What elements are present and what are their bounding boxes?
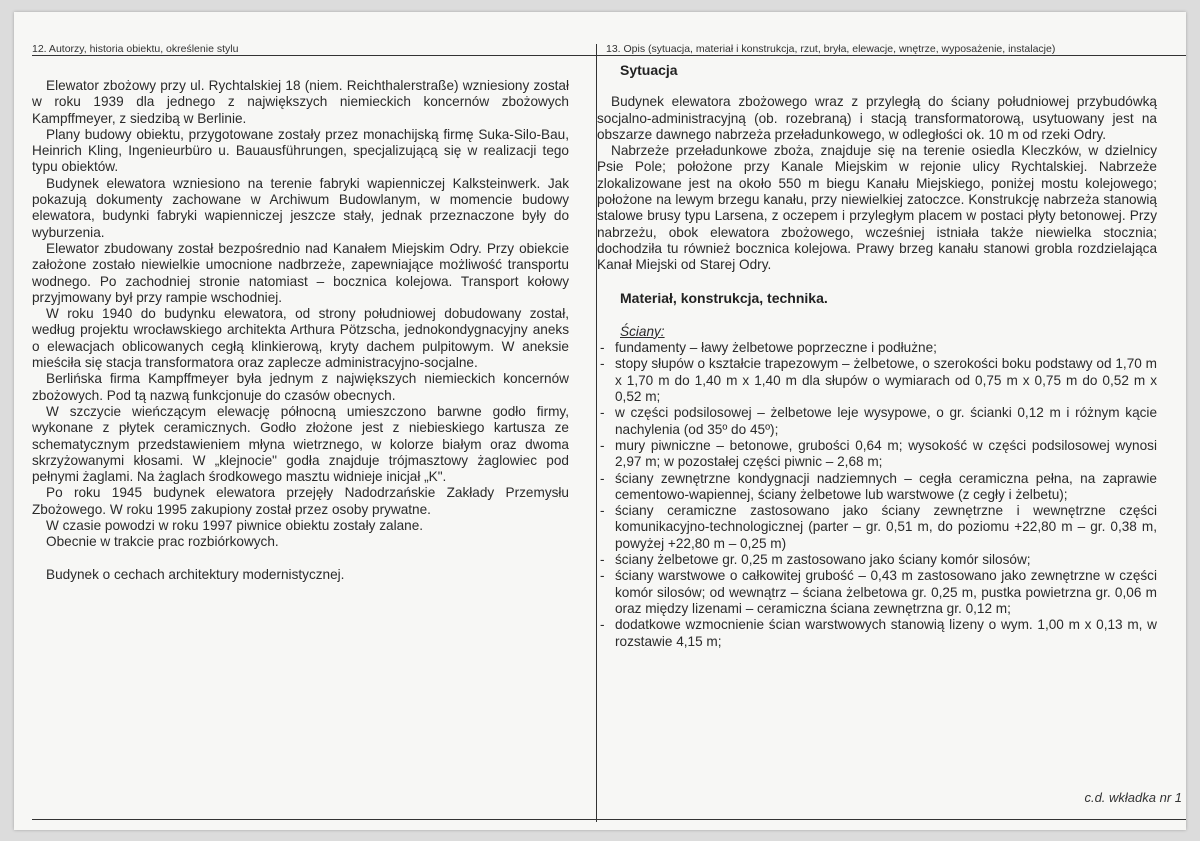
history-paragraph: W szczycie wieńczącym elewację północną umieszczono barwne godło firmy, wykonane z płytek ceramicznych. Godło złożone jest z niebieskiego kartusza ze schematycznym przedstawieniem młyna wietrznego, w kolorze białym oraz dwoma skrzyżowanymi kłosami. W „klejnocie" godła znajduje trójmasztowy żaglowiec pod pełnymi żaglami. Na żaglach środkowego masztu widnieje inicjał „K". — [32, 403, 569, 485]
history-paragraph: W czasie powodzi w roku 1997 piwnice obiektu zostały zalane. — [46, 518, 424, 534]
header-rule — [32, 55, 1186, 56]
history-paragraph: Po roku 1945 budynek elewatora przejęły Nadodrzańskie Zakłady Przemysłu Zbożowego. W roku 1995 zakupiony został przez osoby prywatne. — [32, 485, 569, 517]
walls-list-item: - ściany zewnętrzne kondygnacji nadziemnych – cegła ceramiczna pełna, na zaprawie cementowo-wapiennej, ściany żelbetowe lub warstwowe (z cegły i żelbetu); — [597, 471, 1157, 504]
material-heading: Materiał, konstrukcja, technika. — [620, 289, 828, 306]
walls-list-item: - ściany żelbetowe gr. 0,25 m zastosowano jako ściany komór silosów; — [597, 552, 1157, 568]
description-column — [597, 62, 1157, 650]
history-paragraph: Elewator zbożowy przy ul. Rychtalskiej 18 (niem. Reichthalerstraße) wzniesiony został w roku 1939 dla jednego z największych niemieckich koncernów zbożowych Kampffmeyer, z siedzibą w Berlinie. — [32, 78, 569, 126]
walls-list-item: - stopy słupów o kształcie trapezowym – żelbetowe, o szerokości boku podstawy od 1,70 m x 1,70 m do 1,40 m x 1,40 m dla słupów o wymiarach od 0,75 m x 0,75 m do 0,52 m x 0,52 m; — [597, 356, 1157, 405]
walls-list-item: - ściany warstwowe o całkowitej grubość – 0,43 m zastosowano jako zewnętrzne w części komór silosów; od wewnątrz – ściana żelbetowa gr. 0,25 m, pustka powietrzna gr. 0,06 m oraz między lizenami – ceramiczna ściana zewnętrzna gr. 0,12 m; — [597, 568, 1157, 617]
situation-paragraph: Nabrzeże przeładunkowe zboża, znajduje się na terenie osiedla Kleczków, w dzielnicy Psie Pole; położone przy Kanale Miejskim w rejonie ulicy Rychtalskiej. Nabrzeże zlokalizowane jest na około 550 m biegu Kanału Miejskiego, poniżej mostu kolejowego; położone na lewym brzegu kanału, przy niewielkiej zatoczce. Konstrukcję nabrzeża stanowią stalowe brusy typu Larsena, z oczepem i przyległym placem w postaci płyty betonowej. Przy nabrzeżu, obok elewatora zbożowego, wcześniej istniała także niewielka stocznia; dochodziła tu również bocznica kolejowa. Prawy brzeg kanału stanowi grobla rozdzielająca Kanał Miejski od Starej Odry. — [597, 143, 1157, 273]
walls-list-item: - mury piwniczne – betonowe, grubości 0,64 m; wysokość w części podsilosowej wynosi 2,97 m; w pozostałej części piwnic – 2,68 m; — [597, 438, 1157, 471]
right-column-header: 13. Opis (sytuacja, materiał i konstrukcja, rzut, bryła, elewacje, wnętrze, wyposażenie, instalacje) — [606, 43, 1056, 55]
history-paragraph: Elewator zbudowany został bezpośrednio nad Kanałem Miejskim Odry. Przy obiekcie założone zostało niewielkie umocnione nadbrzeże, zapewniające możliwość transportu wodnego. Po zachodniej stronie natomiast – bocznica kolejowa. Transport kołowy przyjmowany był przy rampie wschodniej. — [32, 240, 569, 305]
history-paragraph: Berlińska firma Kampffmeyer była jednym z największych niemieckich koncernów zbożowych. Pod tą nazwą funkcjonuje do czasów obecnych. — [32, 371, 569, 403]
walls-list — [597, 340, 1157, 650]
walls-subheading: Ściany: — [620, 323, 665, 339]
history-paragraph: Budynek elewatora wzniesiono na terenie fabryki wapienniczej Kalksteinwerk. Jak pokazują dokumenty zachowane w Archiwum Budowlanym, w momencie budowy elewatora, budynki fabryki wapienniczej jeszcze stały, jednak przeznaczone były do wyburzenia. — [32, 175, 569, 240]
history-column — [32, 78, 569, 583]
walls-list-item: - w części podsilosowej – żelbetowe leje wysypowe, o gr. ścianki 0,12 m i różnym kącie nachylenia (od 35º do 45º); — [597, 405, 1157, 438]
footer-rule — [32, 819, 1186, 820]
continuation-note: c.d. wkładka nr 1 — [1084, 790, 1182, 805]
walls-list-item: - fundamenty – ławy żelbetowe poprzeczne i podłużne; — [597, 340, 1157, 356]
walls-list-item: - ściany ceramiczne zastosowano jako ściany zewnętrzne i wewnętrzne części komunikacyjno-technologicznej (parter – gr. 0,51 m, do poziomu +22,80 m – gr. 0,38 m, powyżej +22,80 m – 0,25 m) — [597, 503, 1157, 552]
history-paragraph: Obecnie w trakcie prac rozbiórkowych. — [46, 534, 279, 550]
situation-heading: Sytuacja — [620, 62, 678, 78]
history-paragraph: Plany budowy obiektu, przygotowane zostały przez monachijską firmę Suka-Silo-Bau, Heinrich Kling, Ingenieurbüro u. Bauausführungen, specjalizującą się w realizacji tego typu obiektów. — [32, 126, 569, 175]
walls-list-item: - dodatkowe wzmocnienie ścian warstwowych stanowią lizeny o wym. 1,00 m x 0,13 m, w rozstawie 4,15 m; — [597, 617, 1157, 650]
left-column-header: 12. Autorzy, historia obiektu, określenie stylu — [32, 43, 239, 55]
history-paragraph: W roku 1940 do budynku elewatora, od strony południowej dobudowany został, według projektu wrocławskiego architekta Arthura Pötzscha, jednokondygnacyjny aneks o elewacjach oblicowanych cegłą klinkierową, kryty dachem pulpitowym. W aneksie mieściła się stacja transformatora oraz zaplecze administracyjno-socjalne. — [32, 306, 569, 371]
situation-paragraph: Budynek elewatora zbożowego wraz z przyległą do ściany południowej przybudówką socjalno-administracyjną (ob. rozebraną) i stacją transformatorową, usytuowany jest na obszarze dawnego nabrzeża przeładunkowego, w odległości ok. 10 m od rzeki Odry. — [597, 94, 1157, 142]
style-summary: Budynek o cechach architektury modernistycznej. — [46, 566, 345, 582]
